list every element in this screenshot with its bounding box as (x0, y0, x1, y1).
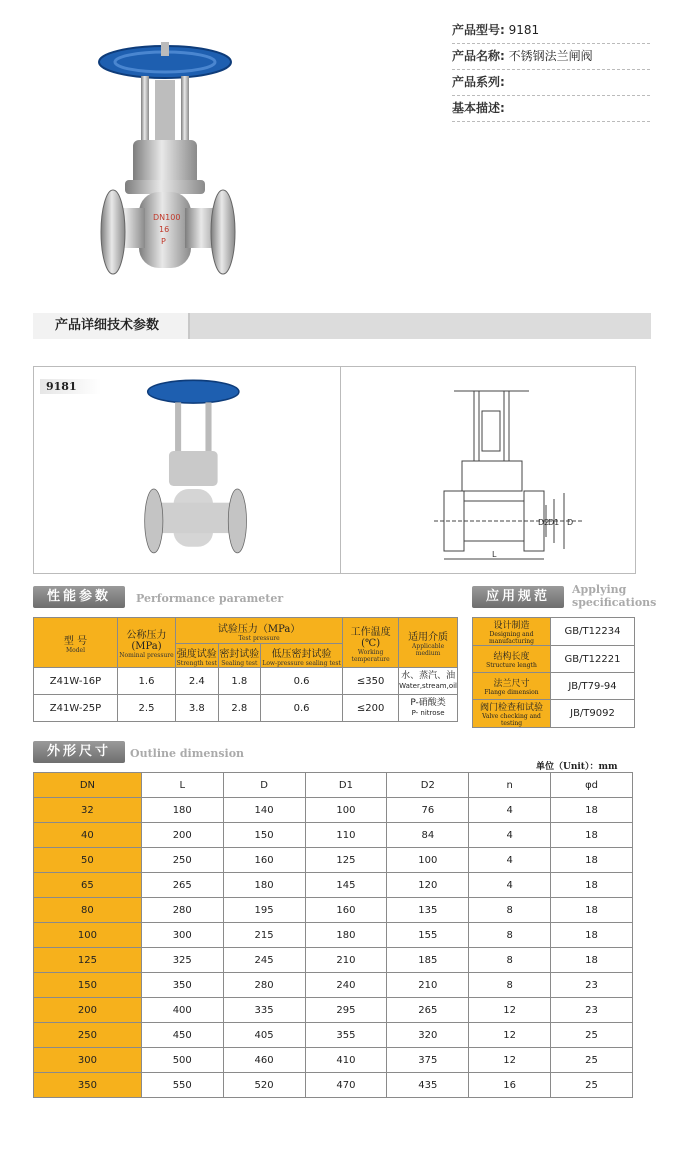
table-cell: 76 (387, 798, 469, 823)
table-cell: 18 (551, 873, 633, 898)
dn-cell: 40 (34, 823, 142, 848)
table-row (34, 973, 633, 998)
table-cell: 18 (551, 923, 633, 948)
table-row (34, 823, 633, 848)
table-cell: 550 (141, 1073, 223, 1098)
svg-text:16: 16 (159, 225, 170, 234)
table-cell: 325 (141, 948, 223, 973)
dn-cell: 65 (34, 873, 142, 898)
table-cell: 280 (223, 973, 305, 998)
table-cell: 335 (223, 998, 305, 1023)
table-cell: 8 (469, 923, 551, 948)
table-cell: 25 (551, 1073, 633, 1098)
table-row (34, 898, 633, 923)
valve-photo (139, 375, 259, 569)
drawing-label-d2: D2 (538, 518, 550, 527)
table-cell: 400 (141, 998, 223, 1023)
table-cell: 320 (387, 1023, 469, 1048)
table-cell: 280 (141, 898, 223, 923)
table-row (34, 923, 633, 948)
table-cell: 210 (387, 973, 469, 998)
table-cell: 4 (469, 873, 551, 898)
table-cell: 150 (223, 823, 305, 848)
table-row (34, 1073, 633, 1098)
table-cell: 375 (387, 1048, 469, 1073)
table-cell: 295 (305, 998, 387, 1023)
dn-cell: 32 (34, 798, 142, 823)
table-cell: 18 (551, 823, 633, 848)
unit-label: 单位（Unit）：mm (536, 762, 618, 772)
table-row: 法兰尺寸 Flange dimension JB/T79-94 (473, 673, 635, 700)
table-cell: 300 (141, 923, 223, 948)
table-row (34, 1048, 633, 1073)
table-row (34, 1023, 633, 1048)
table-cell: 4 (469, 798, 551, 823)
table-cell: 135 (387, 898, 469, 923)
outline-title-en: Outline dimension (130, 747, 245, 760)
product-series-row: 产品系列: (452, 70, 650, 96)
svg-text:P: P (161, 237, 166, 246)
table-cell: 110 (305, 823, 387, 848)
applying-table (472, 617, 635, 728)
dn-cell: 350 (34, 1073, 142, 1098)
table-cell: 520 (223, 1073, 305, 1098)
dn-cell: 250 (34, 1023, 142, 1048)
table-cell: 355 (305, 1023, 387, 1048)
table-cell: 200 (141, 823, 223, 848)
svg-text:DN100: DN100 (153, 213, 181, 222)
table-cell: 4 (469, 823, 551, 848)
table-cell: 84 (387, 823, 469, 848)
dn-cell: 150 (34, 973, 142, 998)
table-cell: 450 (141, 1023, 223, 1048)
table-row (34, 873, 633, 898)
product-model-row: 产品型号: 9181 (452, 18, 650, 44)
drawing-label-d1: D1 (548, 518, 560, 527)
table-cell: 18 (551, 848, 633, 873)
table-cell: 185 (387, 948, 469, 973)
table-cell: 500 (141, 1048, 223, 1073)
applying-title-en: Applying specifications (572, 583, 657, 609)
table-cell: 160 (223, 848, 305, 873)
table-row: 设计制造 Designing and manufacturing GB/T12234 (473, 618, 635, 646)
table-row: Z41W-16P 1.6 2.4 1.8 0.6 ≤350 水、蒸汽、油 Water,stream,oil (34, 668, 458, 695)
dn-cell: 300 (34, 1048, 142, 1073)
table-cell: 18 (551, 898, 633, 923)
table-row: Z41W-25P 2.5 3.8 2.8 0.6 ≤200 P-硝酸类 P- nitrose (34, 695, 458, 722)
table-cell: 100 (305, 798, 387, 823)
table-cell: 12 (469, 998, 551, 1023)
table-cell: 16 (469, 1073, 551, 1098)
table-cell: 23 (551, 998, 633, 1023)
table-row: 结构长度 Structure length GB/T12221 (473, 646, 635, 673)
performance-table: 型 号 Model 公称压力 (MPa) Nominal pressure 试验压力（MPa） Test pressure 工作温度 (℃) Working temperature 适用介质 Applicable medium 强度试验 Strength test 密封试验 Sealing test 低压密封试验 Low-pressure sealing test Z41W-16P 1.6 2.4 1.8 0.6 ≤350 水、蒸汽、油 Water,stream,oil Z41W-25P 2.5 3.8 2.8 0.6 ≤200 P-硝酸类 P- nitrose (33, 617, 458, 722)
technical-drawing (434, 381, 584, 570)
table-cell: 155 (387, 923, 469, 948)
performance-title-en: Performance parameter (136, 592, 284, 605)
table-cell: 145 (305, 873, 387, 898)
table-cell: 210 (305, 948, 387, 973)
table-cell: 12 (469, 1023, 551, 1048)
table-cell: 195 (223, 898, 305, 923)
table-cell: 120 (387, 873, 469, 898)
image-frame (33, 366, 636, 574)
table-cell: 100 (387, 848, 469, 873)
table-cell: 18 (551, 948, 633, 973)
product-photo (95, 40, 250, 290)
table-cell: 265 (387, 998, 469, 1023)
product-name-row: 产品名称: 不锈钢法兰闸阀 (452, 44, 650, 70)
table-cell: 240 (305, 973, 387, 998)
table-cell: 125 (305, 848, 387, 873)
table-cell: 180 (305, 923, 387, 948)
dn-cell: 100 (34, 923, 142, 948)
dn-cell: 80 (34, 898, 142, 923)
table-cell: 265 (141, 873, 223, 898)
table-cell: 245 (223, 948, 305, 973)
drawing-label-d: D (567, 518, 574, 527)
table-cell: 410 (305, 1048, 387, 1073)
table-cell: 460 (223, 1048, 305, 1073)
table-row (34, 848, 633, 873)
table-cell: 470 (305, 1073, 387, 1098)
table-cell: 23 (551, 973, 633, 998)
table-cell: 250 (141, 848, 223, 873)
table-cell: 12 (469, 1048, 551, 1073)
table-row (34, 998, 633, 1023)
table-cell: 350 (141, 973, 223, 998)
dn-cell: 125 (34, 948, 142, 973)
outline-title: 外形尺寸 (33, 741, 125, 763)
product-desc-row: 基本描述: (452, 96, 650, 122)
table-row (34, 798, 633, 823)
table-cell: 180 (223, 873, 305, 898)
table-cell: 18 (551, 798, 633, 823)
performance-title: 性能参数 (33, 586, 125, 608)
table-cell: 435 (387, 1073, 469, 1098)
table-cell: 140 (223, 798, 305, 823)
frame-divider (340, 367, 341, 573)
table-cell: 8 (469, 973, 551, 998)
table-cell: 160 (305, 898, 387, 923)
dn-cell: 50 (34, 848, 142, 873)
outline-table: DN L D D1 D2 n φd 32 180 140 100 76 4 18 40 200 150 110 84 4 18 50 250 160 125 100 4 18 65 265 180 145 120 4 18 80 280 195 160 135 8 18 100 300 215 180 155 8 18 125 325 245 210 185 8 18 150 350 280 240 210 8 23 200 400 335 295 265 12 23 250 450 405 355 320 12 25 300 500 460 410 375 12 25 350 550 520 470 435 16 25 (33, 772, 633, 1098)
table-cell: 8 (469, 898, 551, 923)
model-tag: 9181 (40, 379, 101, 394)
table-row: 阀门检查和试验 Valve checking and testing JB/T9092 (473, 700, 635, 728)
table-cell: 25 (551, 1023, 633, 1048)
table-cell: 25 (551, 1048, 633, 1073)
table-cell: 215 (223, 923, 305, 948)
table-cell: 4 (469, 848, 551, 873)
dn-cell: 200 (34, 998, 142, 1023)
drawing-label-l: L (492, 550, 497, 559)
table-cell: 180 (141, 798, 223, 823)
table-cell: 405 (223, 1023, 305, 1048)
section-title: 产品详细技术参数 (33, 313, 190, 339)
table-cell: 8 (469, 948, 551, 973)
applying-title: 应用规范 (472, 586, 564, 608)
table-row (34, 948, 633, 973)
